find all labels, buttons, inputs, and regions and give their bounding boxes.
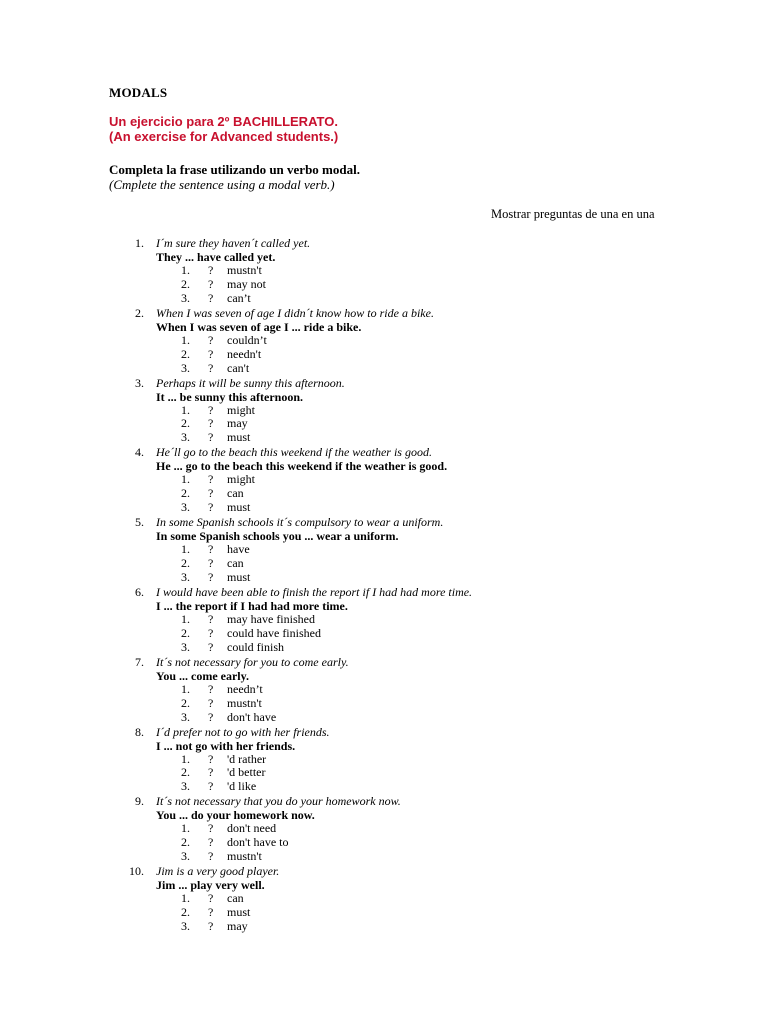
answer-option[interactable] [0,292,768,306]
option-number: 1. [181,402,190,417]
answer-option[interactable] [0,334,768,348]
option-text: mustn't [227,263,262,277]
answer-option[interactable] [0,557,768,571]
answer-option[interactable] [0,543,768,557]
question-stem: Jim ... play very well. [156,878,265,893]
option-number: 2. [181,695,190,710]
option-number: 2. [181,765,190,780]
question-stem: In some Spanish schools you ... wear a uniform. [156,529,399,544]
question-number: 4. [135,445,144,460]
option-text: can [227,556,244,571]
question-prompt: In some Spanish schools it´s compulsory to wear a uniform. [156,515,444,530]
question-number: 3. [135,375,144,390]
question-item [0,306,768,376]
answer-option[interactable] [0,836,768,850]
question-prompt: Perhaps it will be sunny this afternoon. [156,375,345,390]
answer-option[interactable] [0,571,768,585]
answer-option[interactable] [0,780,768,794]
subtitle [109,114,338,144]
option-text: may have finished [227,611,315,626]
option-list [0,892,768,934]
question-prompt: I´d prefer not to go with her friends. [156,724,330,739]
option-marker-icon[interactable]: ? [208,821,214,836]
option-text: might [227,402,256,417]
answer-option[interactable] [0,348,768,362]
question-number: 10. [129,864,144,879]
option-marker-icon[interactable]: ? [208,779,214,794]
question-item [0,236,768,306]
answer-option[interactable] [0,417,768,431]
option-marker-icon[interactable]: ? [208,569,214,584]
question-item [0,864,768,934]
option-text: couldn’t [227,332,267,347]
option-text: mustn't [227,849,262,864]
option-text: 'd like [227,779,257,794]
question-number: 9. [135,794,144,809]
option-text: must [227,569,251,584]
option-marker-icon[interactable]: ? [208,486,214,501]
option-marker-icon[interactable]: ? [208,891,214,906]
option-text: may [227,918,248,933]
question-stem: I ... the report if I had had more time. [156,598,348,613]
option-list [0,613,768,655]
option-number: 3. [181,849,190,864]
option-marker-icon[interactable]: ? [208,263,214,277]
instructions [109,162,360,192]
question-prompt: It´s not necessary that you do your homework now. [156,794,401,809]
answer-option[interactable] [0,892,768,906]
instruction-translation: (Cmplete the sentence using a modal verb.) [109,177,335,192]
option-marker-icon[interactable]: ? [208,360,214,375]
question-stem: I ... not go with her friends. [156,738,296,753]
option-number: 2. [181,835,190,850]
option-marker-icon[interactable]: ? [208,276,214,291]
option-number: 2. [181,486,190,501]
option-text: don't need [227,821,277,836]
option-list [0,264,768,306]
option-number: 1. [181,611,190,626]
answer-option[interactable] [0,627,768,641]
option-number: 2. [181,276,190,291]
show-one-at-a-time-link[interactable]: Mostrar preguntas de una en una [491,207,655,221]
question-stem: It ... be sunny this afternoon. [156,389,304,404]
option-number: 3. [181,709,190,724]
option-list [0,543,768,585]
answer-option[interactable] [0,264,768,278]
option-marker-icon[interactable]: ? [208,416,214,431]
option-marker-icon[interactable]: ? [208,849,214,864]
option-marker-icon[interactable]: ? [208,835,214,850]
answer-option[interactable] [0,404,768,418]
option-number: 1. [181,542,190,557]
option-marker-icon[interactable]: ? [208,332,214,347]
answer-option[interactable] [0,697,768,711]
answer-option[interactable] [0,683,768,697]
answer-option[interactable] [0,822,768,836]
option-text: could have finished [227,625,321,640]
question-stem: He ... go to the beach this weekend if the weather is good. [156,459,448,474]
answer-option[interactable] [0,613,768,627]
option-marker-icon[interactable]: ? [208,611,214,626]
option-number: 3. [181,639,190,654]
question-prompt: He´ll go to the beach this weekend if the weather is good. [156,445,432,460]
answer-option[interactable] [0,850,768,864]
question-number: 2. [135,305,144,320]
instruction-text: Completa la frase utilizando un verbo modal. [109,162,360,177]
question-number: 7. [135,654,144,669]
question-stem: When I was seven of age I ... ride a bike. [156,319,362,334]
option-text: could finish [227,639,284,654]
option-text: have [227,542,250,557]
option-text: may [227,416,248,431]
option-list [0,753,768,795]
option-text: 'd rather [227,751,267,766]
option-text: don't have [227,709,277,724]
option-number: 1. [181,751,190,766]
option-number: 2. [181,625,190,640]
option-number: 3. [181,430,190,445]
question-number: 1. [135,236,144,250]
option-number: 2. [181,346,190,361]
option-number: 2. [181,416,190,431]
option-text: may not [227,276,266,291]
option-number: 1. [181,891,190,906]
page-title: MODALS [109,85,168,100]
option-marker-icon[interactable]: ? [208,625,214,640]
option-number: 3. [181,290,190,305]
question-item [0,376,768,446]
option-number: 1. [181,332,190,347]
option-text: can [227,891,244,906]
option-text: can't [227,360,250,375]
option-text: must [227,500,251,515]
subtitle-line-2: (An exercise for Advanced students.) [109,129,339,144]
option-marker-icon[interactable]: ? [208,695,214,710]
option-number: 2. [181,556,190,571]
question-item [0,725,768,795]
option-marker-icon[interactable]: ? [208,402,214,417]
question-item [0,794,768,864]
question-prompt: Jim is a very good player. [156,864,280,879]
option-number: 1. [181,472,190,487]
question-prompt: I would have been able to finish the report if I had had more time. [156,584,473,599]
option-number: 3. [181,569,190,584]
question-item [0,655,768,725]
option-marker-icon[interactable]: ? [208,918,214,933]
question-stem: They ... have called yet. [156,250,276,264]
option-marker-icon[interactable]: ? [208,681,214,696]
option-number: 3. [181,500,190,515]
option-text: must [227,430,251,445]
option-text: must [227,905,251,920]
option-marker-icon[interactable]: ? [208,430,214,445]
option-number: 2. [181,905,190,920]
subtitle-line-1: Un ejercicio para 2º BACHILLERATO. [109,114,338,129]
answer-option[interactable] [0,920,768,934]
option-number: 3. [181,360,190,375]
option-text: might [227,472,256,487]
option-text: needn’t [227,681,263,696]
question-number: 5. [135,515,144,530]
option-marker-icon[interactable]: ? [208,905,214,920]
answer-option[interactable] [0,487,768,501]
question-prompt: When I was seven of age I didn´t know how to ride a bike. [156,305,434,320]
option-number: 1. [181,821,190,836]
option-list [0,404,768,446]
answer-option[interactable] [0,473,768,487]
answer-option[interactable] [0,766,768,780]
option-marker-icon[interactable]: ? [208,639,214,654]
option-number: 1. [181,681,190,696]
option-number: 3. [181,779,190,794]
option-marker-icon[interactable]: ? [208,290,214,305]
option-text: can [227,486,244,501]
option-number: 3. [181,918,190,933]
question-list [0,236,768,934]
option-marker-icon[interactable]: ? [208,709,214,724]
option-marker-icon[interactable]: ? [208,765,214,780]
answer-option[interactable] [0,278,768,292]
option-text: 'd better [227,765,266,780]
option-text: needn't [227,346,262,361]
question-prompt: I´m sure they haven´t called yet. [156,236,311,250]
option-marker-icon[interactable]: ? [208,346,214,361]
answer-option[interactable] [0,641,768,655]
answer-option[interactable] [0,711,768,725]
question-number: 6. [135,584,144,599]
answer-option[interactable] [0,431,768,445]
option-list [0,334,768,376]
option-list [0,683,768,725]
option-text: can’t [227,290,251,305]
question-stem: You ... do your homework now. [156,808,315,823]
question-stem: You ... come early. [156,668,249,683]
option-text: mustn't [227,695,262,710]
answer-option[interactable] [0,906,768,920]
option-list [0,822,768,864]
question-prompt: It´s not necessary for you to come early. [156,654,349,669]
option-marker-icon[interactable]: ? [208,500,214,515]
option-marker-icon[interactable]: ? [208,472,214,487]
question-item [0,445,768,515]
question-item [0,585,768,655]
option-text: don't have to [227,835,289,850]
option-marker-icon[interactable]: ? [208,556,214,571]
question-number: 8. [135,724,144,739]
answer-option[interactable] [0,753,768,767]
option-marker-icon[interactable]: ? [208,751,214,766]
answer-option[interactable] [0,362,768,376]
question-item [0,515,768,585]
option-list [0,473,768,515]
answer-option[interactable] [0,501,768,515]
option-marker-icon[interactable]: ? [208,542,214,557]
option-number: 1. [181,263,190,277]
